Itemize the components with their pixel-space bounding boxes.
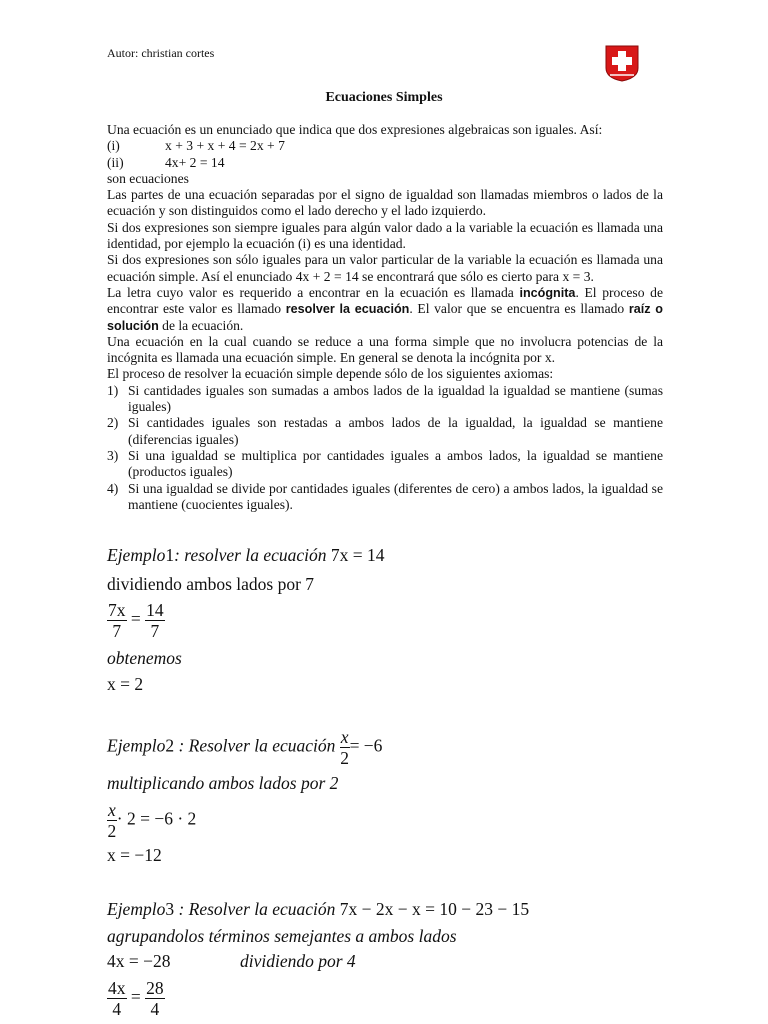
equation-rhs: = −6 xyxy=(349,735,383,756)
text-run: . El valor que se encuentra es llamado xyxy=(409,301,629,317)
paragraph-definitions xyxy=(107,285,663,334)
intro-paragraph: Una ecuación es un enunciado que indica que dos expresiones algebraicas son iguales. Así: xyxy=(107,122,603,137)
example3-step: agrupandolos términos semejantes a ambos lados xyxy=(107,926,457,946)
example-number: (i) xyxy=(107,138,120,154)
example-number: 3 xyxy=(165,899,175,919)
equation: 4x = −28 xyxy=(107,951,171,971)
numerator: 14 xyxy=(146,600,164,620)
denominator: 4 xyxy=(112,999,122,1019)
denominator: 2 xyxy=(107,821,117,841)
example-number: 2 xyxy=(165,735,175,756)
example1-fraction-equation: $\frac{7x}{7}$ = $\frac{14}{7}$ xyxy=(108,600,164,641)
list-number: 4) xyxy=(107,480,119,496)
numerator: 28 xyxy=(146,978,164,998)
list-number: 3) xyxy=(107,447,119,463)
text-run: de la ecuación. xyxy=(158,317,244,333)
denominator: 2 xyxy=(340,748,350,768)
paragraph: son ecuaciones xyxy=(107,170,189,186)
example-expression: x + 3 + x + 4 = 2x + 7 xyxy=(165,138,285,154)
numerator: 7x xyxy=(108,600,126,620)
fraction xyxy=(145,600,165,641)
fraction xyxy=(107,600,127,641)
bold-term: raíz o solución xyxy=(107,302,663,333)
paragraph: Las partes de una ecuación separadas por el signo de igualdad son llamadas miembros o lados de la ecuación y son distinguidos como el lado derecho y el lado izquierdo. xyxy=(107,187,663,219)
equation-rest: · 2 = −6 · 2 xyxy=(116,808,197,829)
example-number: 1 xyxy=(165,545,175,565)
author-line: Autor: christian cortes xyxy=(107,46,215,60)
list-number: 2) xyxy=(107,415,119,431)
school-crest-icon xyxy=(604,44,640,82)
denominator: 7 xyxy=(150,621,160,641)
example-label: Ejemplo xyxy=(107,899,166,919)
example1-obtain: obtenemos xyxy=(107,648,182,668)
list-number: 1) xyxy=(107,382,119,398)
example-text: : Resolver la ecuación xyxy=(174,899,340,919)
example-row-i xyxy=(107,138,663,154)
list-item xyxy=(107,415,663,448)
bold-term: resolver la ecuación xyxy=(285,302,410,317)
equation: 7x = 14 xyxy=(330,545,385,565)
example1-heading xyxy=(107,545,385,566)
list-text: Si cantidades iguales son restadas a ambos lados de la igualdad, la igualdad se mantiene (diferencias iguales) xyxy=(128,415,663,447)
example3-fraction-equation: $\frac{4x}{4}$ = $\frac{28}{4}$ xyxy=(108,978,164,1019)
fraction xyxy=(145,978,165,1019)
example3-grouped-line xyxy=(107,951,356,972)
body-text xyxy=(107,122,663,513)
list-text: Si una igualdad se multiplica por cantidades iguales a ambos lados, la igualdad se mantiene (productos iguales) xyxy=(128,447,663,480)
axiom-list xyxy=(107,383,663,513)
paragraph: El proceso de resolver la ecuación simple depende sólo de los siguientes axiomas: xyxy=(107,366,554,382)
fraction xyxy=(340,727,350,768)
text-run: . El proceso de encontrar este valor es llamado xyxy=(107,284,663,317)
example-number: (ii) xyxy=(107,154,124,170)
paragraph: Una ecuación en la cual cuando se reduce a una forma simple que no involucra potencias de la incógnita es llamada una ecuación simple. En general se denota la incógnita por x. xyxy=(107,333,663,366)
paragraph: Si dos expresiones son sólo iguales para un valor particular de la variable la ecuación es llamada una ecuación simple. Así el enunciado 4x + 2 = 14 se encontrará que sólo es cierto para x = 3. xyxy=(107,252,663,284)
denominator: 4 xyxy=(150,999,160,1019)
example-label: Ejemplo xyxy=(107,545,166,565)
list-item xyxy=(107,481,663,514)
fraction xyxy=(107,978,127,1019)
list-item xyxy=(107,448,663,481)
equation: 7x − 2x − x = 10 − 23 − 15 xyxy=(339,899,530,919)
example-text: : resolver la ecuación xyxy=(174,545,331,565)
example-label: Ejemplo xyxy=(107,735,166,756)
example1-step: dividiendo ambos lados por 7 xyxy=(107,574,315,594)
example-row-ii xyxy=(107,155,663,171)
numerator: x xyxy=(340,727,349,747)
list-item xyxy=(107,383,663,416)
example2-step: multiplicando ambos lados por 2 xyxy=(107,773,339,793)
page-title: Ecuaciones Simples xyxy=(325,90,443,105)
example-text: : Resolver la ecuación xyxy=(174,735,340,756)
example3-heading xyxy=(107,899,529,920)
numerator: 4x xyxy=(108,978,126,998)
fraction xyxy=(107,800,117,841)
example2-heading xyxy=(107,727,382,768)
example1-result: x = 2 xyxy=(107,674,144,694)
example2-result: x = −12 xyxy=(107,845,162,865)
paragraph: Si dos expresiones son siempre iguales para algún valor dado a la variable la ecuación es llamada una identidad, por ejemplo la ecuación (i) es una identidad. xyxy=(107,219,663,252)
bold-term: incógnita xyxy=(519,285,576,300)
denominator: 7 xyxy=(112,621,122,641)
text-run: La letra cuyo valor es requerido a encontrar en la ecuación es llamada xyxy=(107,284,520,300)
example2-multiply-line xyxy=(107,800,196,841)
list-text: Si una igualdad se divide por cantidades iguales (diferentes de cero) a ambos lados, la igualdad se mantiene (cuocientes iguales). xyxy=(128,480,663,512)
example-expression: 4x+ 2 = 14 xyxy=(165,154,225,170)
division-note: dividiendo por 4 xyxy=(240,951,356,971)
numerator: x xyxy=(108,800,116,820)
list-text: Si cantidades iguales son sumadas a ambos lados de la igualdad la igualdad se mantiene (sumas iguales) xyxy=(128,382,663,415)
